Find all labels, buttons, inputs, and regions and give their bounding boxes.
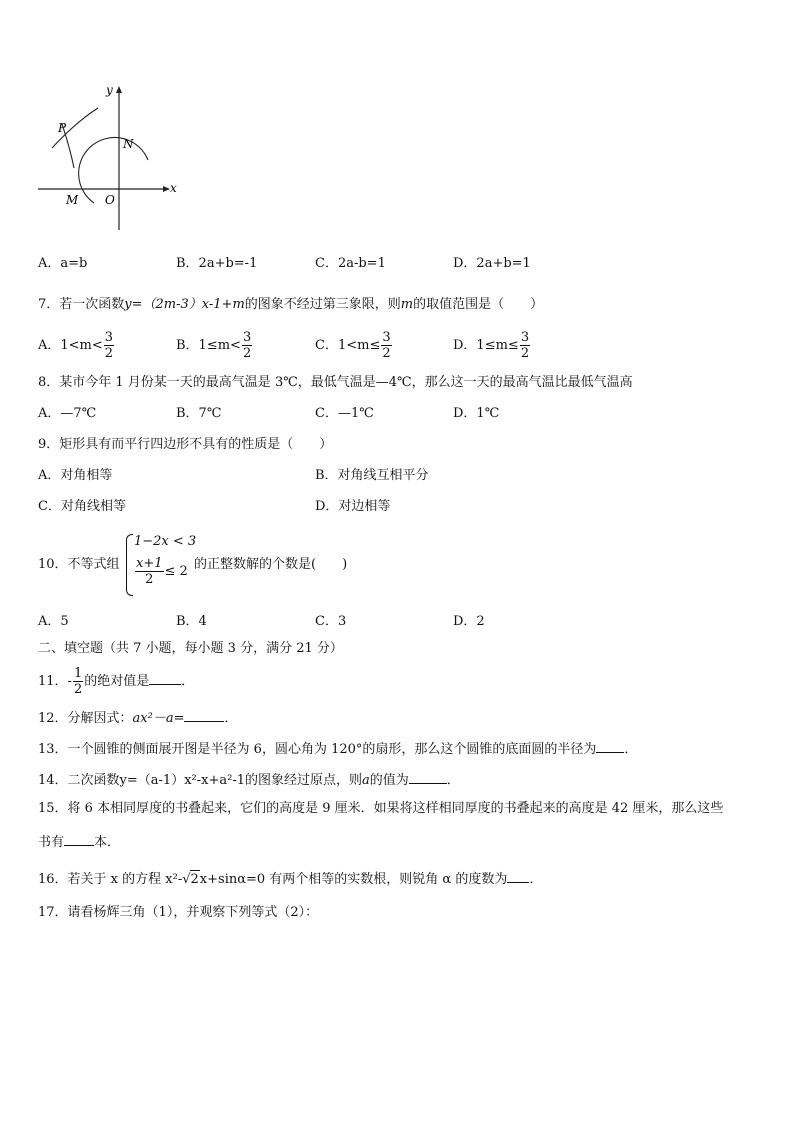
answer-blank[interactable] [596, 738, 624, 753]
fraction [381, 330, 391, 361]
fraction-denominator: 2 [145, 572, 154, 587]
label-n: N [123, 137, 134, 151]
fraction-denominator: 2 [73, 682, 83, 697]
q9-option-d[interactable]: D．对边相等 [315, 499, 391, 514]
q7-m: m [400, 297, 414, 312]
q14 [38, 769, 460, 790]
q7-option-b-text: B．1≤m< [176, 338, 241, 353]
q7-option-d-text: D．1≤m≤ [453, 338, 519, 353]
q9-option-c[interactable]: C．对角线相等 [38, 499, 126, 514]
q15-line-2-post: 本． [94, 835, 121, 850]
y-axis-arrow [116, 86, 122, 93]
q7-func: y=（2m-3）x-1+m [124, 297, 245, 312]
fraction-denominator: 2 [242, 346, 252, 361]
q6-option-c[interactable]: C．2a-b=1 [315, 256, 386, 271]
q8-option-d[interactable]: D．1℃ [453, 406, 500, 421]
answer-blank[interactable] [507, 868, 529, 883]
q7-option-c[interactable] [315, 330, 393, 361]
q11-suffix: 的绝对值是 [84, 674, 150, 689]
q17: 17．请看杨辉三角（1），并观察下列等式（2）： [38, 905, 319, 920]
fraction-numerator: 1 [73, 666, 83, 681]
system-row-2 [134, 556, 188, 587]
q8-stem: 8．某市今年 1 月份某一天的最高气温是 3℃，最低气温是—4℃，那么这一天的最高气温比最低气温高 [38, 375, 633, 390]
label-p: P [58, 121, 67, 135]
q14-suffix: 的图象经过原点，则 [244, 773, 362, 788]
q8-option-a[interactable]: A．—7℃ [38, 406, 97, 421]
q7-stem [38, 296, 543, 314]
q7-option-c-text: C．1<m≤ [315, 338, 381, 353]
q14-end: ． [446, 773, 460, 788]
q16 [38, 868, 542, 889]
fraction [242, 330, 252, 361]
q9-option-b[interactable]: B．对角线互相平分 [315, 468, 429, 483]
fraction-denominator: 2 [104, 346, 114, 361]
q10-option-a[interactable]: A．5 [38, 614, 69, 629]
q15-line-2-pre: 书有 [38, 835, 65, 850]
fraction-numerator: 3 [242, 330, 252, 345]
fraction [73, 666, 83, 697]
inequality-system [126, 534, 197, 596]
q13-text: 13．一个圆锥的侧面展开图是半径为 6，圆心角为 120°的扇形，那么这个圆锥的底面圆的半径为 [38, 742, 597, 757]
fraction [135, 556, 164, 587]
q10-suffix: 的正整数解的个数是( ) [194, 557, 348, 572]
q15-line-1: 15．将 6 本相同厚度的书叠起来，它们的高度是 9 厘米．如果将这样相同厚度的书叠起来的高度是 42 厘米，那么这些 [38, 801, 724, 816]
q7-option-a[interactable] [38, 330, 115, 361]
q6-option-b[interactable]: B．2a+b=-1 [176, 256, 258, 271]
q11 [38, 666, 194, 697]
answer-blank[interactable] [64, 831, 94, 846]
answer-blank[interactable] [409, 769, 447, 784]
q7-option-d[interactable] [453, 330, 531, 361]
label-y: y [106, 83, 113, 97]
q14-expr: y=（a-1）x²-x+a²-1 [119, 773, 245, 788]
fraction-numerator: x+1 [136, 556, 163, 571]
q8-option-b[interactable]: B．7℃ [176, 406, 222, 421]
q12-prefix: 12．分解因式： [38, 711, 133, 726]
label-m: M [66, 193, 79, 207]
q10-option-c[interactable]: C．3 [315, 614, 347, 629]
q12 [38, 707, 238, 728]
q10-option-b[interactable]: B．4 [176, 614, 207, 629]
label-o: O [105, 193, 115, 207]
fraction-denominator: 2 [520, 346, 530, 361]
q9-stem: 9．矩形具有而平行四边形不具有的性质是（ ） [38, 437, 333, 452]
q7-suffix: 的图象不经过第三象限，则 [244, 297, 401, 312]
q11-end: ． [181, 674, 195, 689]
q14-prefix: 14．二次函数 [38, 773, 120, 788]
answer-blank[interactable] [184, 707, 224, 722]
q10-prefix: 10．不等式组 [38, 557, 120, 572]
q16-suffix: x+sinα=0 有两个相等的实数根，则锐角 α 的度数为 [199, 872, 508, 887]
q8-option-c[interactable]: C．—1℃ [315, 406, 374, 421]
coordinate-figure [30, 78, 190, 238]
q9-option-a[interactable]: A．对角相等 [38, 468, 113, 483]
q12-expr: ax²－a= [132, 711, 185, 726]
q12-end: ． [224, 711, 238, 726]
fraction-denominator: 2 [382, 346, 391, 361]
system-row-2-relation: ≤ 2 [164, 564, 188, 579]
q14-suffix-2: 的值为 [369, 773, 409, 788]
system-brace [126, 534, 133, 596]
label-x: x [170, 181, 177, 195]
q16-end: ． [529, 872, 543, 887]
sqrt-sign: √ [182, 872, 191, 887]
q13-end: ． [624, 742, 638, 757]
q7-prefix: 7．若一次函数 [38, 297, 125, 312]
q11-prefix: 11．- [38, 674, 72, 689]
x-axis-arrow [163, 186, 170, 192]
fraction-numerator: 3 [104, 330, 114, 345]
fraction [104, 330, 114, 361]
fraction [520, 330, 530, 361]
section-2-heading: 二、填空题（共 7 小题，每小题 3 分，满分 21 分） [38, 641, 343, 656]
q7-option-b[interactable] [176, 330, 253, 361]
q10-option-d[interactable]: D．2 [453, 614, 485, 629]
q16-prefix: 16．若关于 x 的方程 x²- [38, 872, 183, 887]
answer-blank[interactable] [149, 670, 181, 685]
q6-option-d[interactable]: D．2a+b=1 [453, 256, 531, 271]
fraction-numerator: 3 [382, 330, 391, 345]
q15-line-2 [38, 831, 120, 852]
fraction-numerator: 3 [520, 330, 530, 345]
q6-option-a[interactable]: A．a=b [38, 256, 88, 271]
q7-tail: 的取值范围是（ ） [413, 297, 544, 312]
q13 [38, 738, 637, 759]
q7-option-a-text: A．1<m< [38, 338, 103, 353]
system-row-1: 1−2x < 3 [134, 534, 197, 549]
sqrt-radicand: 2 [190, 872, 199, 887]
q14-a: a [362, 773, 370, 788]
